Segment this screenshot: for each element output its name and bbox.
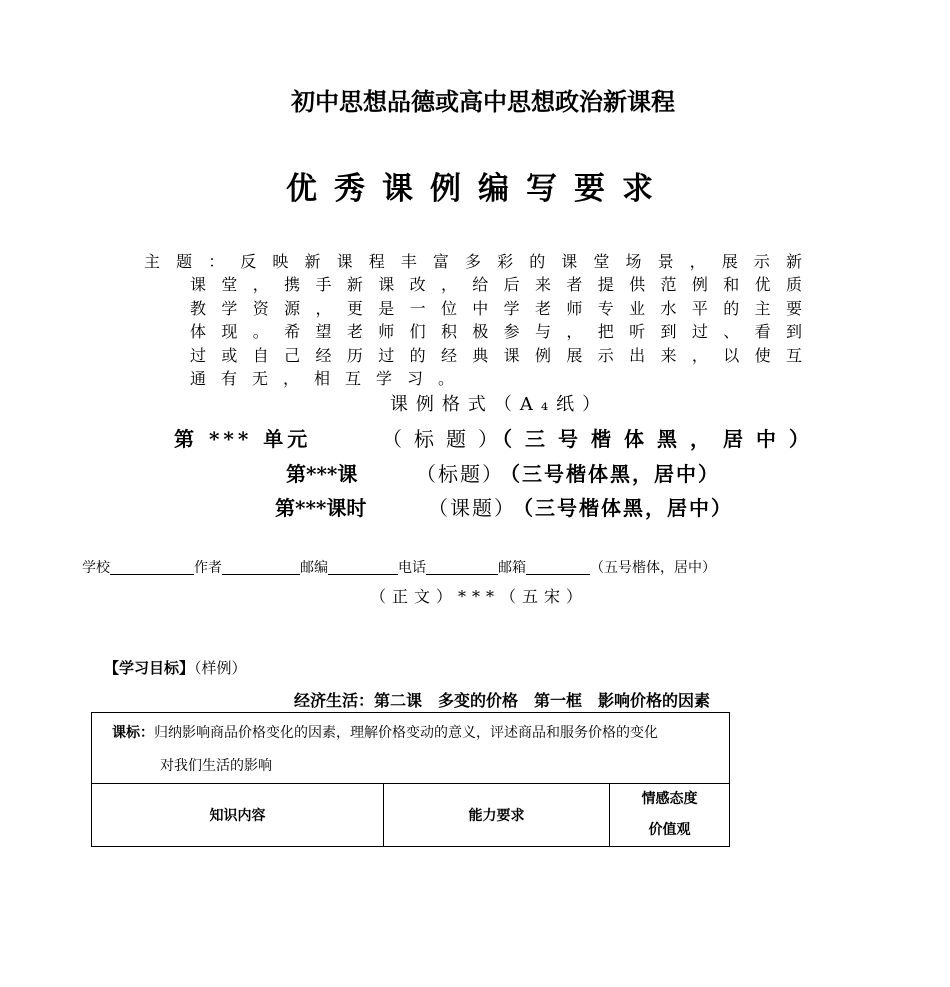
email-blank[interactable] bbox=[526, 560, 590, 575]
col-emotion-line2: 价值观 bbox=[648, 822, 691, 838]
unit-label: 第 *** 单元 bbox=[174, 427, 312, 451]
lesson-spec: （三号楷体黑，居中） bbox=[500, 462, 720, 486]
period-label: 第***课时 bbox=[275, 496, 367, 520]
postcode-label: 邮编 bbox=[300, 560, 328, 576]
curriculum-standard-cell bbox=[92, 713, 730, 784]
objectives-heading bbox=[104, 657, 247, 678]
standard-text-continued: 对我们生活的影响 bbox=[160, 758, 272, 774]
author-info-line bbox=[82, 557, 716, 577]
col-emotion bbox=[610, 784, 730, 847]
unit-spec: （三号楷体黑，居中） bbox=[492, 427, 822, 451]
col-emotion-line1: 情感态度 bbox=[641, 791, 698, 807]
unit-heading bbox=[174, 423, 311, 452]
theme-line: 体现。希望老师们积极参与，把听到过、看到 bbox=[190, 322, 804, 342]
theme-paragraph bbox=[144, 250, 804, 390]
period-spec: （三号楷体黑，居中） bbox=[513, 496, 733, 520]
author-label: 作者 bbox=[194, 560, 222, 576]
table-row bbox=[92, 784, 730, 847]
school-label: 学校 bbox=[82, 560, 110, 576]
lesson-topic-title: 经济生活：第二课 多变的价格 第一框 影响价格的因素 bbox=[293, 691, 710, 710]
author-blank[interactable] bbox=[222, 560, 300, 575]
email-label: 邮箱 bbox=[498, 560, 526, 576]
doc-title-line2: 优秀课例编写要求 bbox=[286, 171, 670, 207]
body-format-line: （正文）***（五宋） bbox=[369, 587, 588, 606]
standard-label: 课标： bbox=[112, 725, 154, 741]
meta-note: （五号楷体，居中） bbox=[590, 560, 716, 576]
theme-line: 教学资源，更是一位中学老师专业水平的主要 bbox=[190, 298, 804, 318]
objectives-table bbox=[91, 712, 730, 847]
period-title: （课题） bbox=[428, 496, 516, 520]
objectives-sample: （样例） bbox=[194, 659, 247, 677]
doc-title-line1: 初中思想品德或高中思想政治新课程 bbox=[291, 87, 675, 116]
phone-label: 电话 bbox=[398, 560, 426, 576]
postcode-blank[interactable] bbox=[328, 560, 398, 575]
phone-blank[interactable] bbox=[426, 560, 498, 575]
lesson-label: 第***课 bbox=[286, 462, 358, 486]
theme-line: 课堂，携手新课改，给后来者提供范例和优质 bbox=[190, 275, 804, 295]
table-row bbox=[92, 713, 730, 784]
col-ability: 能力要求 bbox=[384, 784, 610, 847]
objectives-header: 【学习目标】 bbox=[104, 659, 195, 677]
school-blank[interactable] bbox=[110, 560, 194, 575]
theme-line: 主题：反映新课程丰富多彩的课堂场景，展示新 bbox=[144, 252, 804, 271]
unit-title: （标题） bbox=[382, 427, 510, 451]
theme-line: 过或自己经历过的经典课例展示出来，以使互 bbox=[190, 345, 804, 365]
theme-line: 通有无，相互学习。 bbox=[190, 369, 470, 389]
format-line: 课例格式（A₄纸） bbox=[389, 394, 609, 415]
lesson-title: （标题） bbox=[416, 462, 504, 486]
standard-text: 归纳影响商品价格变化的因素，理解价格变动的意义，评述商品和服务价格的变化 bbox=[154, 725, 658, 741]
col-knowledge: 知识内容 bbox=[92, 784, 384, 847]
